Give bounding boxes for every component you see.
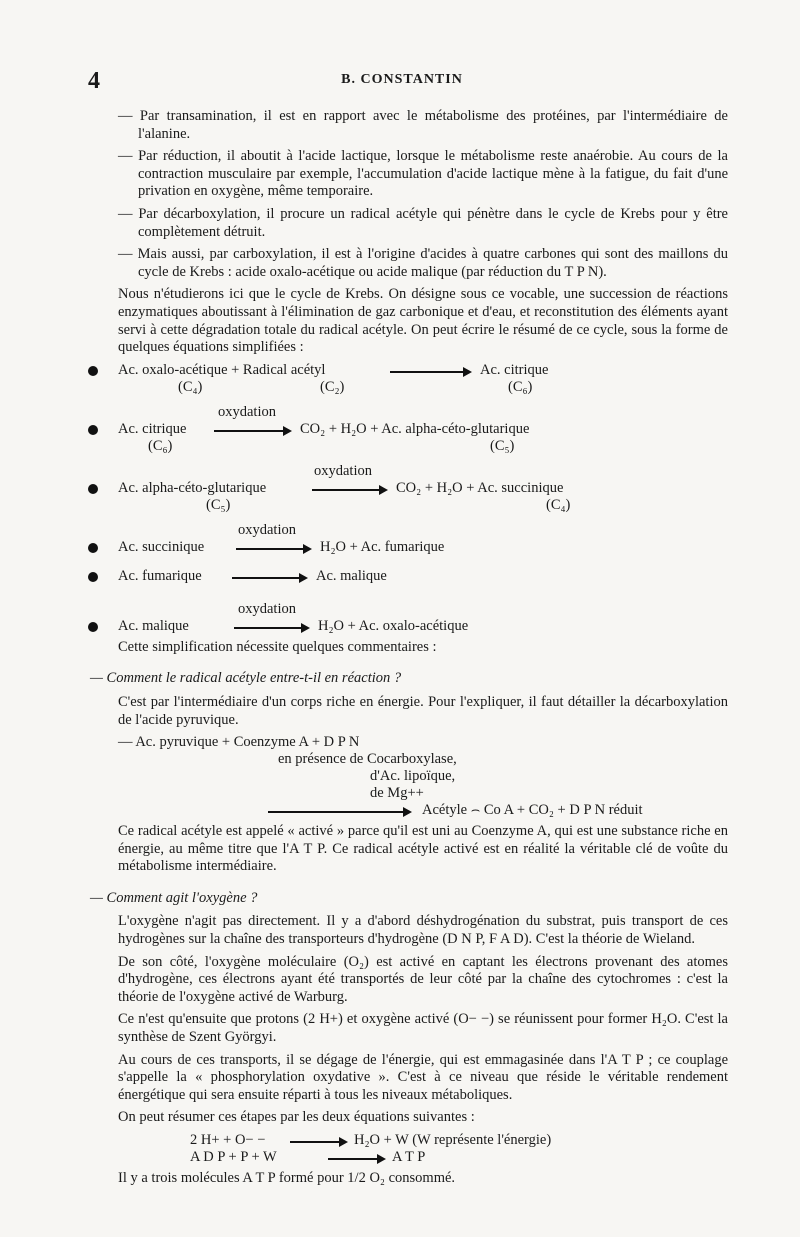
phosphorylation-paragraph: Au cours de ces transports, il se dégage de l'énergie, qui est emmagasinée dans l'A T P ; ce couplage s'appelle la « phosphorylation oxydative ». C'est à ce niveau que réside le véritable rendement énergétique qui sera ensuite réparti à tous les niveaux métaboliques. — [118, 1051, 728, 1103]
page-body — [90, 108, 728, 1193]
reaction-arrow-icon — [234, 627, 308, 629]
question-1-answer: C'est par l'intermédiaire d'un corps riche en énergie. Pour l'expliquer, il faut détailler la décarboxylation de l'acide pyruvique. — [118, 693, 728, 728]
dash-paragraph-1: — Par transamination, il est en rapport avec le métabolisme des protéines, par l'intermédiaire de l'alanine. — [118, 108, 728, 142]
pyruvate-line-3: d'Ac. lipoïque, — [370, 768, 456, 785]
reaction-arrow-icon — [312, 489, 386, 491]
bullet-icon — [88, 425, 98, 435]
final-equation-1-right: H₂O + W (W représente l'énergie) — [354, 1132, 552, 1148]
bullet-icon — [88, 484, 98, 494]
equation-5-left: Ac. fumarique — [118, 567, 202, 584]
equation-2 — [118, 421, 728, 438]
reaction-label: oxydation — [314, 462, 372, 479]
reaction-arrow-icon — [214, 430, 290, 432]
equation-1-right: Ac. citrique — [480, 361, 549, 378]
summary-intro: On peut résumer ces étapes par les deux équations suivantes : — [118, 1109, 475, 1126]
equation-4-left: Ac. succinique — [118, 538, 205, 555]
equation-2-label — [118, 404, 728, 421]
reaction-arrow-icon — [236, 548, 310, 550]
reaction-label: oxydation — [238, 521, 296, 538]
dash-paragraph-4: — Mais aussi, par carboxylation, il est à l'origine d'acides à quatre carbones qui sont des maillons du cycle de Krebs : acide oxalo-acétique ou acide malique (par réduction du T P N). — [118, 246, 728, 280]
question-heading-1: — Comment le radical acétyle entre-t-il en réaction ? — [90, 670, 402, 687]
final-equation-1-left: 2 H+ + O− − — [190, 1132, 266, 1148]
dash-paragraph-3: — Par décarboxylation, il procure un radical acétyle qui pénètre dans le cycle de Krebs pour y être complètement détruit. — [118, 205, 728, 240]
equation-5-right: Ac. malique — [316, 567, 387, 584]
equation-1 — [118, 362, 728, 379]
equation-3-label — [118, 463, 728, 480]
equation-3 — [118, 480, 728, 497]
equation-3-left: Ac. alpha-céto-glutarique — [118, 479, 267, 496]
pyruvate-line-5: Acétyle ⌢ Co A + CO₂ + D P N réduit — [422, 802, 643, 819]
pyruvate-line-4: de Mg++ — [370, 785, 424, 802]
pyruvate-equation — [118, 734, 728, 751]
page-number: 4 — [88, 68, 100, 94]
equation-2-carbons — [118, 438, 728, 455]
equation-3-right: CO₂ + H₂O + Ac. succinique — [396, 479, 564, 496]
equation-4-label — [118, 522, 728, 539]
carbon-count: (C₆) — [508, 378, 533, 395]
equation-6-label — [118, 601, 728, 618]
final-equation-2-left: A D P + P + W — [190, 1149, 277, 1165]
activated-acetyl-paragraph: Ce radical acétyle est appelé « activé » parce qu'il est uni au Coenzyme A, qui est une substance riche en énergie, au même titre que l'A T P. Ce radical acétyle activé est en réalité la véritable clé de voûte du métabolisme intermédiaire. — [118, 823, 728, 875]
reaction-arrow-icon — [268, 811, 410, 813]
wieland-paragraph: L'oxygène n'agit pas directement. Il y a d'abord déshydrogénation du substrat, puis transport de ces hydrogènes sur la chaîne des transporteurs d'hydrogène (D N P, F A D). C'est la théorie de Wieland. — [118, 913, 728, 948]
comment-intro: Cette simplification nécessite quelques commentaires : — [118, 638, 437, 655]
equation-6 — [118, 618, 728, 635]
equation-6-right: H₂O + Ac. oxalo-acétique — [318, 617, 469, 634]
krebs-intro-paragraph: Nous n'étudierons ici que le cycle de Krebs. On désigne sous ce vocable, une succession de réactions enzymatiques aboutissant à l'élimination de gaz carbonique et d'eau, et reconstitution des éléments ayant servi à cette dégradation totale du radical acétyle. On peut écrire le résumé de ce cycle, sous la forme de quelques équations simplifiées : — [118, 286, 728, 356]
equation-3-carbons — [118, 497, 728, 514]
carbon-count: (C₄) — [546, 496, 571, 513]
pyruvate-condition — [118, 751, 728, 768]
final-equation-2 — [118, 1149, 728, 1166]
carbon-count: (C₆) — [148, 437, 173, 454]
pyruvate-line-2: en présence de Cocarboxylase, — [278, 751, 457, 768]
reaction-arrow-icon — [232, 577, 306, 579]
pyruvate-condition — [118, 768, 728, 785]
page-header — [88, 68, 716, 94]
szent-gyorgyi-paragraph: Ce n'est qu'ensuite que protons (2 H+) et oxygène activé (O− −) se réunissent pour former H₂O. C'est la synthèse de Szent Györgyi. — [118, 1011, 728, 1046]
equation-4 — [118, 539, 728, 556]
dash-paragraph-2: — Par réduction, il aboutit à l'acide lactique, lorsque le métabolisme reste anaérobie. Au cours de la contraction musculaire par exemple, l'accumulation d'acide lactique mène à la fatigue, du fait d'une privation en oxygène, même temporaire. — [118, 148, 728, 200]
bullet-icon — [88, 366, 98, 376]
equation-5 — [118, 568, 728, 585]
running-title: B. CONSTANTIN — [341, 72, 463, 87]
atp-yield-paragraph: Il y a trois molécules A T P formé pour 1/2 O₂ consommé. — [118, 1170, 456, 1186]
reaction-arrow-icon — [328, 1158, 384, 1160]
pyruvate-line-1: — Ac. pyruvique + Coenzyme A + D P N — [118, 734, 360, 751]
equation-2-right: CO₂ + H₂O + Ac. alpha-céto-glutarique — [300, 420, 530, 437]
equation-1-carbons — [118, 379, 728, 396]
carbon-count: (C₅) — [490, 437, 515, 454]
reaction-label: oxydation — [218, 403, 276, 420]
question-heading-2: — Comment agit l'oxygène ? — [90, 889, 258, 906]
equation-4-right: H₂O + Ac. fumarique — [320, 538, 445, 555]
equation-2-left: Ac. citrique — [118, 420, 187, 437]
bullet-icon — [88, 572, 98, 582]
final-equation-1 — [118, 1132, 728, 1149]
bullet-icon — [88, 543, 98, 553]
carbon-count: (C₄) — [178, 378, 203, 395]
pyruvate-condition — [118, 785, 728, 802]
bullet-icon — [88, 622, 98, 632]
reaction-arrow-icon — [290, 1141, 346, 1143]
reaction-label: oxydation — [238, 600, 296, 617]
final-equation-2-right: A T P — [392, 1149, 426, 1165]
equation-1-left: Ac. oxalo-acétique + Radical acétyl — [118, 361, 326, 378]
pyruvate-product — [118, 802, 728, 819]
warburg-paragraph: De son côté, l'oxygène moléculaire (O₂) est activé en captant les électrons provenant des atomes d'hydrogène, ces électrons ayant été transportés de leur côté par la chaîne des cytochromes : c'est la théorie de l'oxygène activé de Warburg. — [118, 953, 728, 1005]
carbon-count: (C₂) — [320, 378, 345, 395]
carbon-count: (C₅) — [206, 496, 231, 513]
equation-6-left: Ac. malique — [118, 617, 189, 634]
reaction-arrow-icon — [390, 371, 470, 373]
